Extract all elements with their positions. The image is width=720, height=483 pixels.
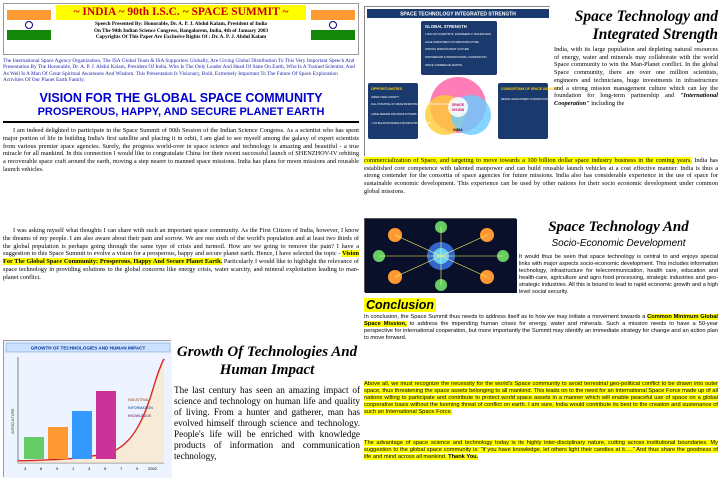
x-tick-label: 2002 bbox=[148, 466, 157, 471]
topic-highlight: Vision For The Global Space Community: Prosperous, Happy And Secure Planet Earth. bbox=[3, 250, 359, 266]
growth-chart-heading: GROWTH OF TECHNOLOGIES AND HUMAN IMPACT bbox=[30, 345, 146, 351]
vision-subtitle: PROSPEROUS, HAPPY, AND SECURE PLANET EARTH bbox=[37, 106, 325, 118]
svg-text:> 100 BILLION BUSINESS FOR IND: > 100 BILLION BUSINESS FOR INDUSTRY PER YEAR bbox=[371, 122, 431, 125]
integrated-strength-title: Space Technology and Integrated Strength bbox=[574, 8, 718, 43]
socio-economic-title: Space Technology And bbox=[548, 219, 689, 235]
commercialization-highlight: commercialization of Space, and targeting to move towards a 100 billion dollar space industry business in the coming years. bbox=[364, 157, 692, 164]
x-tick-label: 3 bbox=[88, 466, 91, 471]
conclusion-title: Conclusion bbox=[366, 298, 435, 312]
integrated-strength-diagram bbox=[364, 6, 621, 156]
conclusion-paragraph-2: Above all, we must recognize the necessity for the world's Space community to avoid terrestrial geo-political conflict to be drawn into outer space, thus threatening the space assets belonging to all mankind. This leads on to the need for an International Space Force made up of all nations willing to participate and contribute to protect world space assets in a manner which will enable peaceful use of space on a global cooperative basis without the looming threat of conflict on earth. I am sure, India would contribute its best to the creation and sustenance of such an International Space Force. bbox=[364, 381, 718, 415]
svg-text:INDIA: INDIA bbox=[453, 128, 463, 132]
right-column bbox=[364, 0, 720, 480]
paragraph-topic: I was asking myself what thoughts I can share with such an important space community. As the First Citizen of India, however, I know the dreams of my people. I am also aware about their pain and sorrow. We are one sixth of the world's population and at least two thirds of the global population is perhaps going through the same type of crisis and turmoil. How are we going to remove the pain? I have a suggestion to this Space Summit to evolve a vision for a prosperous, happy and secure planet earth. Hence, I have selected the topic - Vision For The Global Space Community: Prosperous, Happy And Secure Planet Earth. Particularly I would like to highlight the relevance of space technology in providing solutions to the global concerns like energy crisis, water scarcity, and mineral exploitation leading to man-planet conflict. bbox=[3, 227, 359, 281]
socio-economic-graphic bbox=[365, 219, 517, 293]
india-flag-icon bbox=[7, 10, 51, 40]
growth-paragraph: The last century has seen an amazing impact of science and technology on human life and quality of living. From a hunter and gatherer, man has evolved himself through science and technology. People's life will be enriched with knowledge products of information and communication technology, bbox=[174, 385, 360, 461]
socio-economic-diagram bbox=[364, 218, 516, 292]
bar-label: KNOWLEDGE bbox=[128, 414, 152, 418]
diagram-heading: SPACE TECHNOLOGY INTEGRATED STRENGTH bbox=[400, 11, 516, 18]
divider bbox=[3, 121, 359, 123]
banner-credits: Speech Presented By: Honorable, Dr. A. P. J. Abdul Kalam, President of India On The 90th Indian Science Congress, Bangalorem, India, 4th of January 2003 Copyrights Of This Paper Are Exclusive Rights Of : Dr. A. P. J. Abdul Kalam bbox=[93, 21, 269, 41]
integrated-strength-graphic bbox=[365, 7, 621, 157]
svg-text:LARGE DEMAND FOR SPACE SYSTEMS: LARGE DEMAND FOR SPACE SYSTEMS bbox=[371, 113, 417, 116]
x-tick-label: 6 bbox=[40, 466, 43, 471]
mission-highlight: Common Minimum Global Space Mission, bbox=[364, 314, 718, 327]
svg-text:1 MILLION SCIENTISTS, ENGINEER: 1 MILLION SCIENTISTS, ENGINEERS & TECHNICIANS bbox=[425, 33, 491, 36]
conclusion-paragraph-1: In conclusion, the Space Summit thus needs to address itself as to how we may initiate a movement towards a Common Minimum Global Space Mission, to address the impending human crises for energy, water and minerals. Such a mission needs to have a 50-year perspective for international cooperation, but more importantly the Summit may identify an immediate strategy for change and an action plan to move forward. bbox=[364, 314, 718, 341]
integrated-strength-continued: commercialization of Space, and targeting to move towards a 100 billion dollar space industry business in the coming years. India has established core competence with talented manpower and can build reusable launch vehicles at a cost effective manner. India is thus a strong contender for the consortia of space agencies for future missions. India also has considerable experience in the use of space for sustainable economic development. This experience can be used by other nations for their socio economic development under common global missions. bbox=[364, 157, 719, 195]
growth-chart-graphic bbox=[4, 341, 172, 478]
bar-label: INDUSTRIAL bbox=[128, 398, 150, 402]
socio-economic-subtitle: Socio-Economic Development bbox=[551, 238, 686, 249]
vision-title: VISION FOR THE GLOBAL SPACE COMMUNITY bbox=[39, 91, 323, 105]
svg-text:HUGE INVESTMENT ON INFRASTRUCT: HUGE INVESTMENT ON INFRASTRUCTURE bbox=[425, 41, 479, 44]
svg-text:SPACE: SPACE bbox=[451, 103, 465, 107]
growth-chart-image bbox=[3, 340, 171, 477]
svg-text:PARTNERSHIP & INTERNATIONAL CO: PARTNERSHIP & INTERNATIONAL COOPERATION bbox=[425, 56, 487, 59]
global-strength-title: GLOBAL STRENGTH bbox=[425, 24, 467, 29]
x-tick-label: 1 bbox=[72, 466, 75, 471]
banner-title: ~ INDIA ~ 90th I.S.C. ~ SPACE SUMMIT ~ bbox=[56, 5, 306, 20]
intro-paragraph: The International Space Agency Organization, The ISA Global Team & ISA Supporters Globally, Are Giving Global Distribution To This Very Important Speech And Presentation By The Honorable, Dr. A. P. J. Abdul Kalam, President Of India, Who Is The Only Leader And Head Of State On Earth, Who Is A Trained Scientist, And As Well Is A Man Of Great Spiritual Awareness And Wisdom. This Presentation Is Visionary, Bold, Extremely Important To The Future Of Space Exploration Activities Of Our Planet Earth Family. bbox=[3, 58, 355, 83]
x-tick-label: 7 bbox=[120, 466, 123, 471]
opportunities-title: OPPORTUNITIES bbox=[371, 87, 403, 91]
consortium-title: CONSORTIUM OF SPACE INDUSTRY bbox=[501, 87, 561, 91]
integrated-strength-paragraph: India, with its large population and depleting natural resources of energy, water and minerals may collaborate with the world Space community to win the Man-Planet conflict. In the global Space community, there are over one million scientists, engineers and technicians, huge investments in infrastructure and a strong mission management culture which can lay the foundation for long-term partnership and "International Cooperation" including the bbox=[554, 46, 718, 107]
conclusion-paragraph-3: The advantage of space science and technology today is its highly inter-disciplinary nature, cutting across institutional boundaries. My suggestion to the global space community is: "if you have knowledge, let others light their candles at it....." And thus share the goodness of life and mind across all mankind. Thank You. bbox=[364, 440, 718, 460]
svg-text:SPACE COMMERCIALIZATION: SPACE COMMERCIALIZATION bbox=[425, 64, 462, 67]
india-flag-icon bbox=[311, 10, 355, 40]
left-column bbox=[0, 0, 362, 480]
x-tick-label: 3 bbox=[24, 466, 27, 471]
bar-label: AGRICULTURE bbox=[11, 408, 15, 434]
header-banner bbox=[3, 3, 359, 55]
x-tick-label: 9 bbox=[56, 466, 59, 471]
svg-text:STRONG MISSION MGMT CULTURE: STRONG MISSION MGMT CULTURE bbox=[425, 48, 470, 51]
svg-text:FULL POTENTIAL OF SPACE INFRAS: FULL POTENTIAL OF SPACE INFRASTRUCTURE TO BE EXPLOITED bbox=[371, 103, 448, 106]
x-tick-label: 5 bbox=[104, 466, 107, 471]
growth-title: Growth Of Technologies And Human Impact bbox=[176, 344, 358, 378]
socio-economic-paragraph: It would thus be seen that space technology is central to and enjoys special links with major aspects socio-economic development. This includes information technology, infrastructure for telecommunication, health care, education and health-care, agriculture and agro food processing, strategic industries and geo-strategic industries. All this is bound to lead to rapid economic growth and a high level social security. bbox=[519, 254, 718, 295]
svg-text:DESIGN, DEVELOPMENT & PRODUCTI: DESIGN, DEVELOPMENT & PRODUCTION OF HIGH PERFORMANCE, COST EFFECTIVE SPACE SYSTEMS bbox=[501, 98, 621, 101]
bar-label: INFORMATION bbox=[128, 406, 153, 410]
svg-text:UNDER USED CAPACITY: UNDER USED CAPACITY bbox=[371, 96, 400, 99]
paragraph-intro: I am indeed delighted to participate in the Space Summit of 90th Session of the Indian Science Congress. As a scientist who has spent major portion of life in building India's first satellite and placing it in orbit, I am glad to see myself among the galaxy of expert scientists from various premier space agencies. Surely, the progress world-over in space science and technology is amazing and beautiful - a true miracle for all mankind. In this connection I would like to congratulate China for their recent successful launch of SHENZHOV-IV orbiting a recoverable space craft around the earth, moving a step nearer to manned space missions. India has plans for moon missions and reusable launch vehicles. bbox=[3, 127, 359, 173]
x-tick-label: 9 bbox=[136, 466, 139, 471]
thank-you: Thank You. bbox=[448, 454, 479, 460]
svg-text:VISION: VISION bbox=[451, 108, 465, 112]
